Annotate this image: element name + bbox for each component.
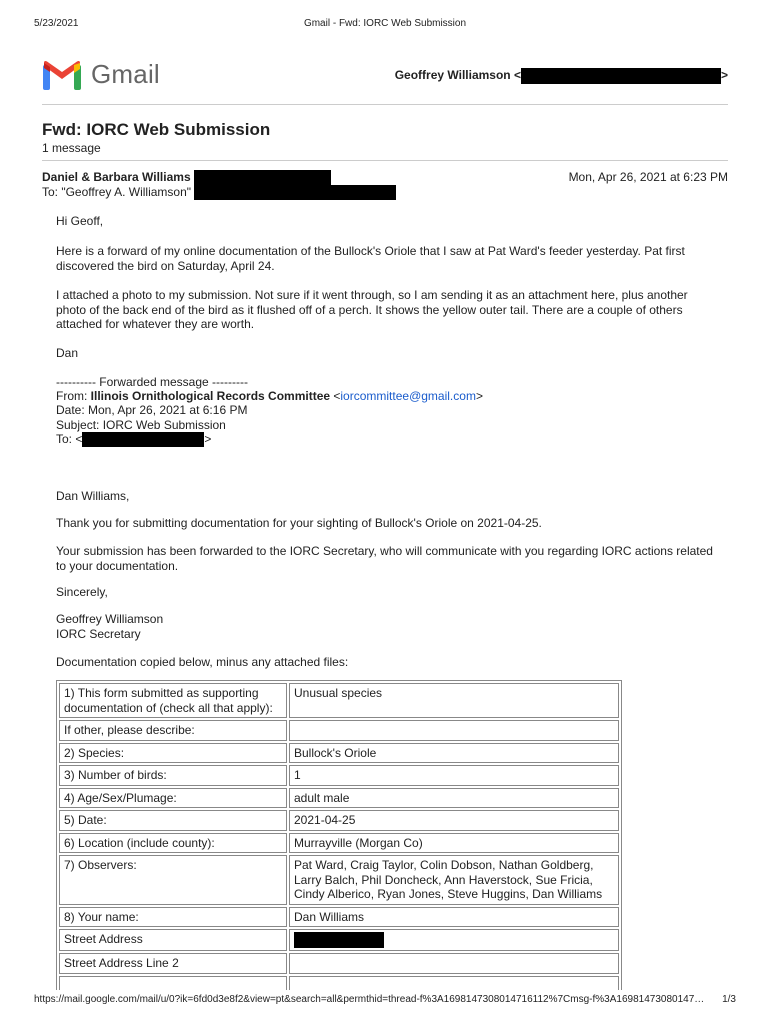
redacted-email (82, 432, 204, 447)
documentation-table (56, 680, 622, 1003)
field-label: 8) Your name: (59, 907, 287, 928)
table-row (59, 788, 619, 809)
account-email-open: < (513, 68, 521, 83)
signature-title: IORC Secretary (56, 627, 141, 641)
field-value: 1 (289, 765, 619, 786)
gmail-logo[interactable] (42, 57, 172, 93)
field-label: Street Address Line 2 (59, 953, 287, 974)
to-label: To: < (56, 432, 83, 446)
table-row (59, 810, 619, 831)
field-label: 1) This form submitted as supporting documentation of (check all that apply): (59, 683, 287, 718)
redacted-address (294, 932, 384, 948)
field-value: adult male (289, 788, 619, 809)
documentation-intro: Documentation copied below, minus any attached files: (56, 655, 349, 669)
forwarded-sender-name: Illinois Ornithological Records Committee (90, 389, 331, 403)
redacted-email (194, 170, 331, 185)
message-to (42, 185, 396, 200)
closing: Sincerely, (56, 585, 108, 599)
table-row (59, 953, 619, 974)
field-value: Pat Ward, Craig Taylor, Colin Dobson, Nathan Goldberg, Larry Balch, Phil Doncheck, Ann Haverstock, Sue Fricia, Cindy Alberico, Ryan Jones, Steve Huggins, Dan Williams (289, 855, 619, 905)
field-value: Bullock's Oriole (289, 743, 619, 764)
forwarded-header: ---------- Forwarded message --------- (56, 375, 248, 389)
field-value: 2021-04-25 (289, 810, 619, 831)
print-date: 5/23/2021 (34, 18, 79, 29)
inner-greeting: Dan Williams, (56, 489, 130, 503)
field-label: 3) Number of birds: (59, 765, 287, 786)
field-value: Unusual species (289, 683, 619, 718)
recipient-label: To: "Geoffrey A. Williamson" (42, 185, 192, 199)
field-label: If other, please describe: (59, 720, 287, 741)
inner-paragraph: Your submission has been forwarded to the IORC Secretary, who will communicate with you regarding IORC actions related to your documentation. (56, 544, 713, 573)
table-row (59, 765, 619, 786)
redacted-email (521, 68, 721, 84)
gmail-m-icon (42, 59, 82, 91)
inner-paragraph: Thank you for submitting documentation for your sighting of Bullock's Oriole on 2021-04-25. (56, 516, 542, 530)
field-label: 6) Location (include county): (59, 833, 287, 854)
from-label: From: (56, 389, 91, 403)
divider (42, 104, 728, 105)
sender-name: Daniel & Barbara Williams (42, 170, 191, 184)
field-label: 2) Species: (59, 743, 287, 764)
forwarded-to (56, 432, 716, 447)
field-value (289, 929, 619, 951)
forwarded-from: From: Illinois Ornithological Records Committee <iorcommittee@gmail.com> (56, 389, 483, 403)
field-value: Murrayville (Morgan Co) (289, 833, 619, 854)
table-row (59, 833, 619, 854)
account-header (395, 68, 728, 84)
signature-name: Geoffrey Williamson (56, 612, 164, 626)
message-date: Mon, Apr 26, 2021 at 6:23 PM (568, 170, 728, 184)
account-email-close: > (720, 68, 728, 83)
table-row (59, 720, 619, 741)
table-row (59, 907, 619, 928)
field-value (289, 953, 619, 974)
field-label: 7) Observers: (59, 855, 287, 905)
table-row (59, 683, 619, 718)
signoff: Dan (56, 346, 79, 360)
body-paragraph: Here is a forward of my online documentation of the Bullock's Oriole that I saw at Pat Ward's feeder yesterday. Pat first discovered the bird on Saturday, April 24. (56, 244, 685, 273)
forwarded-date: Date: Mon, Apr 26, 2021 at 6:16 PM (56, 403, 248, 417)
body-paragraph: I attached a photo to my submission. Not sure if it went through, so I am sending it as an attachment here, plus another photo of the back end of the bird as it flushed off of a perch. It shows the yellow outer tail. There are a couple of others attached for whatever they are worth. (56, 288, 688, 331)
to-close: > (204, 432, 212, 446)
table-row (59, 929, 619, 951)
print-title: Gmail - Fwd: IORC Web Submission (303, 18, 467, 29)
field-label: 5) Date: (59, 810, 287, 831)
field-value (289, 720, 619, 741)
page-number: 1/3 (722, 994, 736, 1005)
thread-subject: Fwd: IORC Web Submission (42, 120, 271, 139)
field-label: 4) Age/Sex/Plumage: (59, 788, 287, 809)
gmail-wordmark: Gmail (91, 59, 160, 89)
message-from (42, 170, 331, 185)
divider (42, 160, 728, 161)
redacted-email (194, 185, 396, 200)
greeting: Hi Geoff, (56, 214, 104, 228)
message-count: 1 message (42, 141, 101, 155)
forwarded-sender-email-link[interactable]: iorcommittee@gmail.com (340, 389, 476, 403)
print-url[interactable]: https://mail.google.com/mail/u/0?ik=6fd0d3e8f2&view=pt&search=all&permthid=thread-f%3A1698147308014716112%7Cmsg-f%3A16981473080147… (34, 994, 705, 1005)
field-value: Dan Williams (289, 907, 619, 928)
table-row (59, 855, 619, 905)
forwarded-subject: Subject: IORC Web Submission (56, 418, 226, 432)
table-row (59, 743, 619, 764)
account-name: Geoffrey Williamson (394, 68, 511, 83)
field-label: Street Address (59, 929, 287, 951)
